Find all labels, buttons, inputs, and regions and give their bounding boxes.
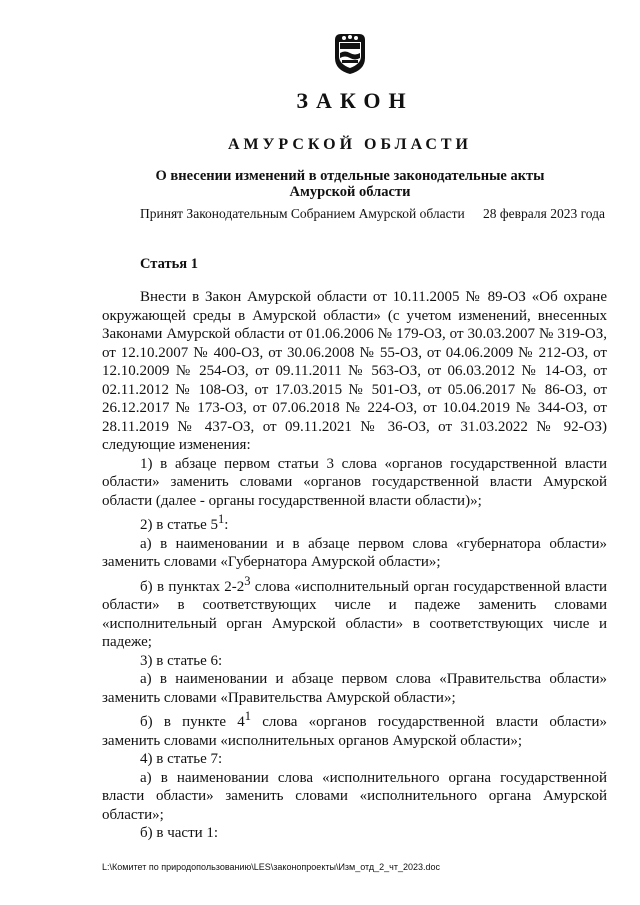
paragraph-item-3a: а) в наименовании и абзаце первом слова «Правительства области» заменить словами «Правительства Амурской области»; [102,671,607,706]
paragraph-intro: Внести в Закон Амурской области от 10.11.2005 № 89-ОЗ «Об охране окружающей среды в Амурской области» (с учетом изменений, внесенных Законами Амурской области от 01.06.2006 № 179-ОЗ, от 30.03.2007 № 319-ОЗ, от 12.10.2007 № 400-ОЗ, от 30.06.2008 № 55-ОЗ, от 04.06.2009 № 212-ОЗ, от 12.10.2009 № 254-ОЗ, от 09.11.2011 № 563-ОЗ, от 06.03.2012 № 14-ОЗ, от 02.11.2012 № 108-ОЗ, от 17.03.2015 № 501-ОЗ, от 05.06.2017 № 86-ОЗ, от 26.12.2017 № 173-ОЗ, от 07.06.2018 № 224-ОЗ, от 10.04.2019 № 344-ОЗ, от 28.11.2019 № 437-ОЗ, от 09.11.2021 № 36-ОЗ, от 31.03.2022 № 92-ОЗ) следующие изменения: [102,289,607,453]
article-body [102,288,607,843]
document-type-heading: ЗАКОН [296,88,414,113]
law-subject-line-1: О внесении изменений в отдельные законодательные акты [155,168,545,184]
paragraph-item-3b: б) в пункте $4^1$ слова «органов государственной власти области» заменить словами «исполнительных органов Амурской области»; [102,709,607,749]
law-subject [0,168,640,200]
paragraph-item-2a: а) в наименовании и в абзаце первом слова «губернатора области» заменить словами «Губернатора Амурской области»; [102,535,607,570]
paragraph-item-3: 3) в статье 6: [140,652,223,669]
paragraph-item-2: 2) в статье $5^1$: [140,512,229,533]
region-heading: АМУРСКОЙ ОБЛАСТИ [228,136,472,153]
adoption-text: Принят Законодательным Собранием Амурской области [140,206,465,221]
file-path-footer: L:\Комитет по природопользованию\LES\законопроекты\Изм_отд_2_чт_2023.doc [102,862,440,872]
article-heading: Статья 1 [140,256,198,272]
paragraph-item-4a: а) в наименовании слова «исполнительного органа государственной власти области» заменить словами «исполнительного органа Амурской области»; [102,769,607,823]
paragraph-item-4: 4) в статье 7: [140,751,223,767]
paragraph-item-4b: б) в части 1: [140,825,219,841]
coat-of-arms-icon [330,30,370,76]
adoption-date: 28 февраля 2023 года [483,206,605,221]
law-subject-line-2: Амурской области [289,184,411,200]
adoption-line [140,206,605,222]
paragraph-item-2b: б) в пунктах $2-2^3$ слова «исполнительный орган государственной власти области» в соответствующих числе и падеже заменить словами «исполнительный орган Амурской области» в соответствующих числе и падеже; [102,573,608,650]
paragraph-item-1: 1) в абзаце первом статьи 3 слова «органов государственной власти области» заменить словами «органов государственной власти Амурской области (далее - органы государственной власти области)»; [102,455,607,509]
